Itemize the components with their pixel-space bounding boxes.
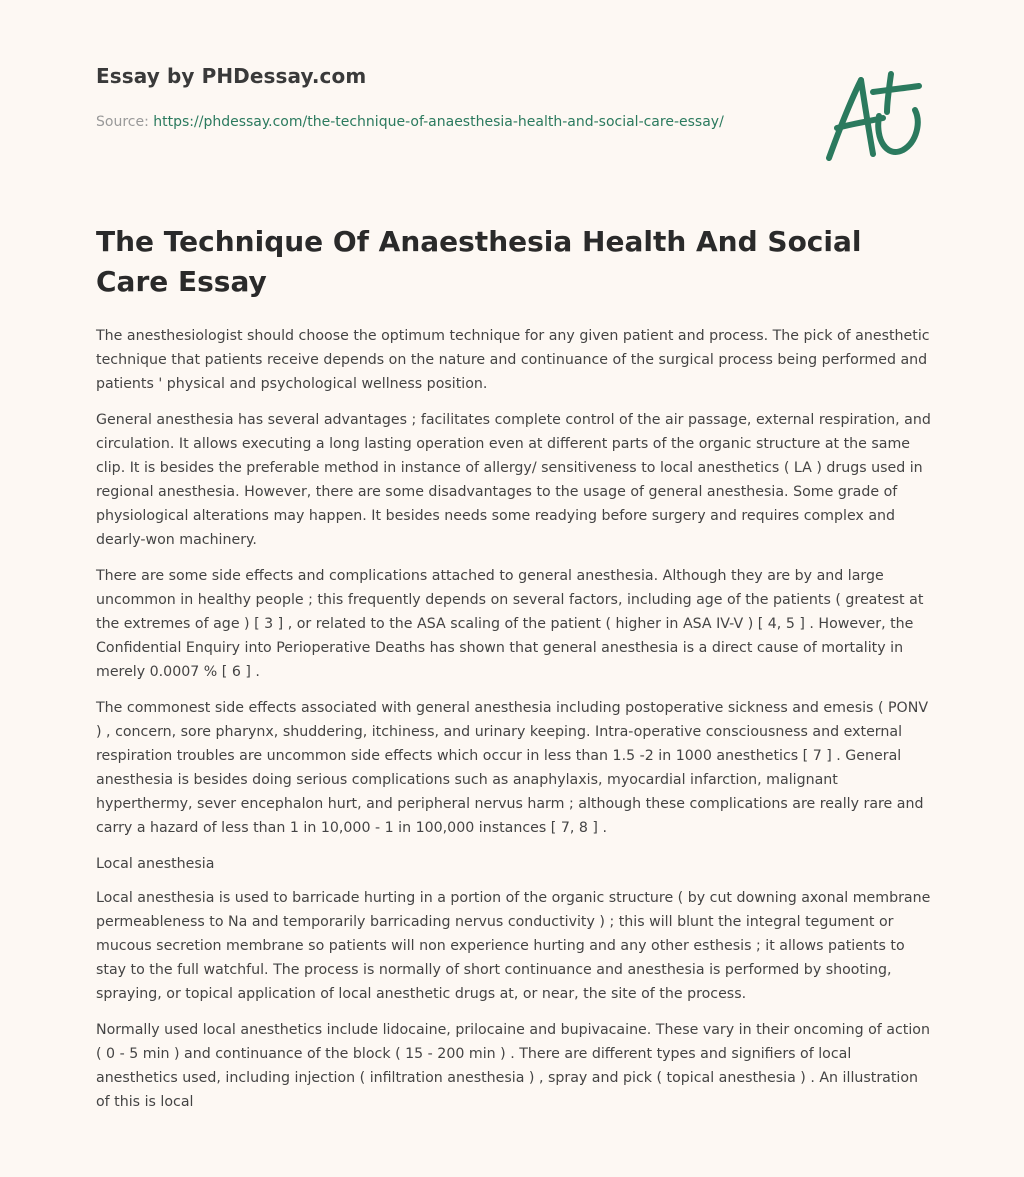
source-label: Source: <box>96 114 149 130</box>
site-brand-title: Essay by PHDessay.com <box>96 64 367 88</box>
essay-paragraph: General anesthesia has several advantages ; facilitates complete control of the air passage, external respiration, and circulation. It allows executing a long lasting operation even at different parts of the organic structure at the same clip. It is besides the preferable method in instance of allergy/ sensitiveness to local anesthetics ( LA ) drugs used in regional anesthesia. However, there are some disadvantages to the usage of general anesthesia. Some grade of physiological alterations may happen. It besides needs some readying before surgery and requires complex and dearly-won machinery. <box>96 412 931 548</box>
source-line <box>96 110 756 134</box>
essay-paragraph: The anesthesiologist should choose the optimum technique for any given patient and process. The pick of anesthetic technique that patients receive depends on the nature and continuance of the surgical process being performed and patients ' physical and psychological wellness position. <box>96 328 930 392</box>
essay-paragraph: Local anesthesia is used to barricade hurting in a portion of the organic structure ( by cut downing axonal membrane permeableness to Na and temporarily barricading nervus conductivity ) ; this will blunt the integral tegument or mucous secretion membrane so patients will non experience hurting and any other esthesis ; it allows patients to stay to the full watchful. The process is normally of short continuance and anesthesia is performed by shooting, spraying, or topical application of local anesthetic drugs at, or near, the site of the process. <box>96 890 931 1002</box>
essay-paragraph: There are some side effects and complications attached to general anesthesia. Although they are by and large uncommon in healthy people ; this frequently depends on several factors, including age of the patients ( greatest at the extremes of age ) [ 3 ] , or related to the ASA scaling of the patient ( higher in ASA IV-V ) [ 4, 5 ] . However, the Confidential Enquiry into Perioperative Deaths has shown that general anesthesia is a direct cause of mortality in merely 0.0007 % [ 6 ] . <box>96 568 924 680</box>
a-plus-logo-icon <box>815 66 933 166</box>
essay-title: The Technique Of Anaesthesia Health And Social Care Essay <box>96 225 862 298</box>
essay-body <box>96 324 936 1126</box>
section-subheading: Local anesthesia <box>96 856 215 872</box>
essay-paragraph: Normally used local anesthetics include lidocaine, prilocaine and bupivacaine. These vary in their oncoming of action ( 0 - 5 min ) and continuance of the block ( 15 - 200 min ) . There are different types and signifiers of local anesthetics used, including injection ( infiltration anesthesia ) , spray and pick ( topical anesthesia ) . An illustration of this is local <box>96 1022 930 1110</box>
source-link[interactable]: https://phdessay.com/the-technique-of-anaesthesia-health-and-social-care-essay/ <box>153 114 724 130</box>
essay-paragraph: The commonest side effects associated with general anesthesia including postoperative sickness and emesis ( PONV ) , concern, sore pharynx, shuddering, itchiness, and urinary keeping. Intra-operative consciousness and external respiration troubles are uncommon side effects which occur in less than 1.5 -2 in 1000 anesthetics [ 7 ] . General anesthesia is besides doing serious complications such as anaphylaxis, myocardial infarction, malignant hyperthermy, sever encephalon hurt, and peripheral nervus harm ; although these complications are really rare and carry a hazard of less than 1 in 10,000 - 1 in 100,000 instances [ 7, 8 ] . <box>96 700 929 836</box>
